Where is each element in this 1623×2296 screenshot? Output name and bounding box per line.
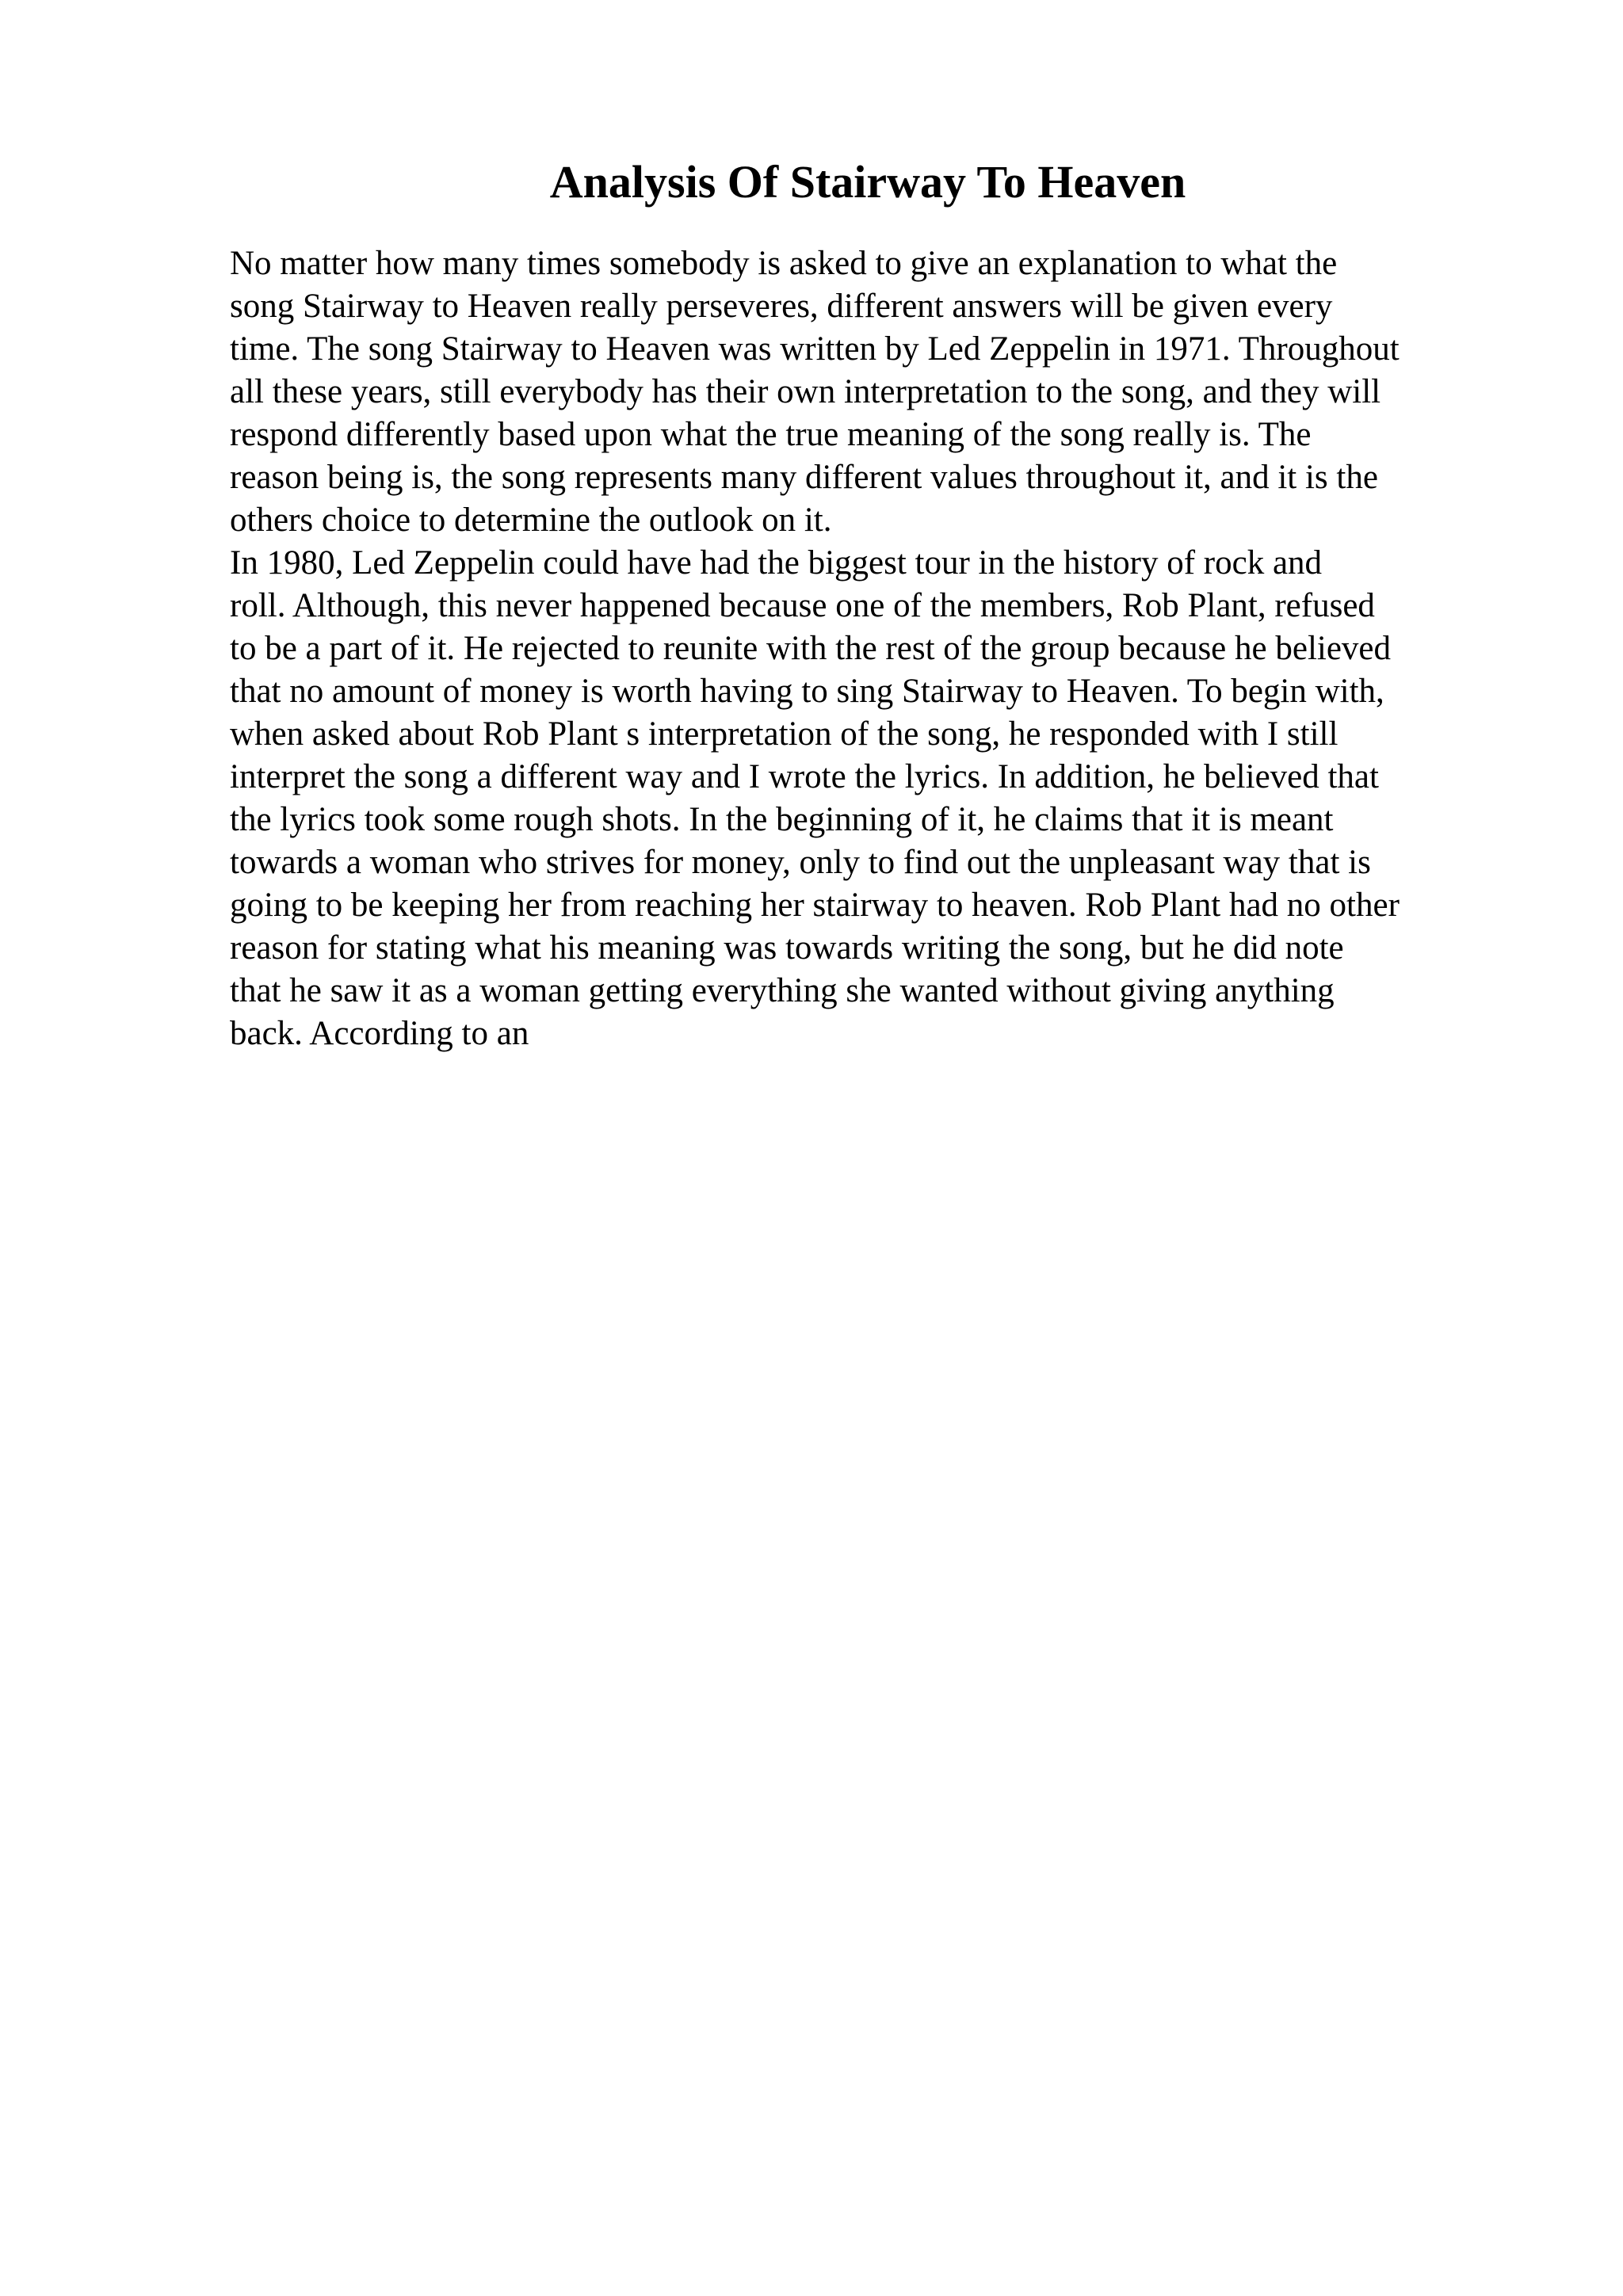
body-line: others choice to determine the outlook on it. (230, 502, 832, 539)
body-line: when asked about Rob Plant s interpretation of the song, he responded with I still (230, 715, 1338, 753)
body-line: respond differently based upon what the true meaning of the song really is. The (230, 416, 1312, 453)
body-line: roll. Although, this never happened because one of the members, Rob Plant, refused (230, 587, 1375, 624)
body-line: the lyrics took some rough shots. In the beginning of it, he claims that it is meant (230, 801, 1334, 838)
body-line: In 1980, Led Zeppelin could have had the biggest tour in the history of rock and (230, 544, 1323, 582)
body-line: back. According to an (230, 1015, 529, 1052)
document-title: Analysis Of Stairway To Heaven (549, 156, 1186, 208)
body-line: going to be keeping her from reaching her stairway to heaven. Rob Plant had no other (230, 887, 1400, 924)
document-body (230, 242, 1514, 1055)
body-line: No matter how many times somebody is asked to give an explanation to what the (230, 245, 1338, 282)
body-line: reason being is, the song represents many different values throughout it, and it is the (230, 459, 1378, 496)
body-line: that he saw it as a woman getting everything she wanted without giving anything (230, 972, 1335, 1009)
body-line: to be a part of it. He rejected to reunite with the rest of the group because he believed (230, 630, 1392, 667)
body-line: time. The song Stairway to Heaven was written by Led Zeppelin in 1971. Throughout (230, 330, 1400, 368)
body-line: that no amount of money is worth having to sing Stairway to Heaven. To begin with, (230, 673, 1384, 710)
body-line: all these years, still everybody has their own interpretation to the song, and they will (230, 373, 1381, 410)
body-line: towards a woman who strives for money, only to find out the unpleasant way that is (230, 844, 1371, 881)
body-line: song Stairway to Heaven really perseveres, different answers will be given every (230, 288, 1333, 325)
body-line: interpret the song a different way and I wrote the lyrics. In addition, he believed that (230, 758, 1379, 795)
body-line: reason for stating what his meaning was towards writing the song, but he did note (230, 929, 1344, 967)
